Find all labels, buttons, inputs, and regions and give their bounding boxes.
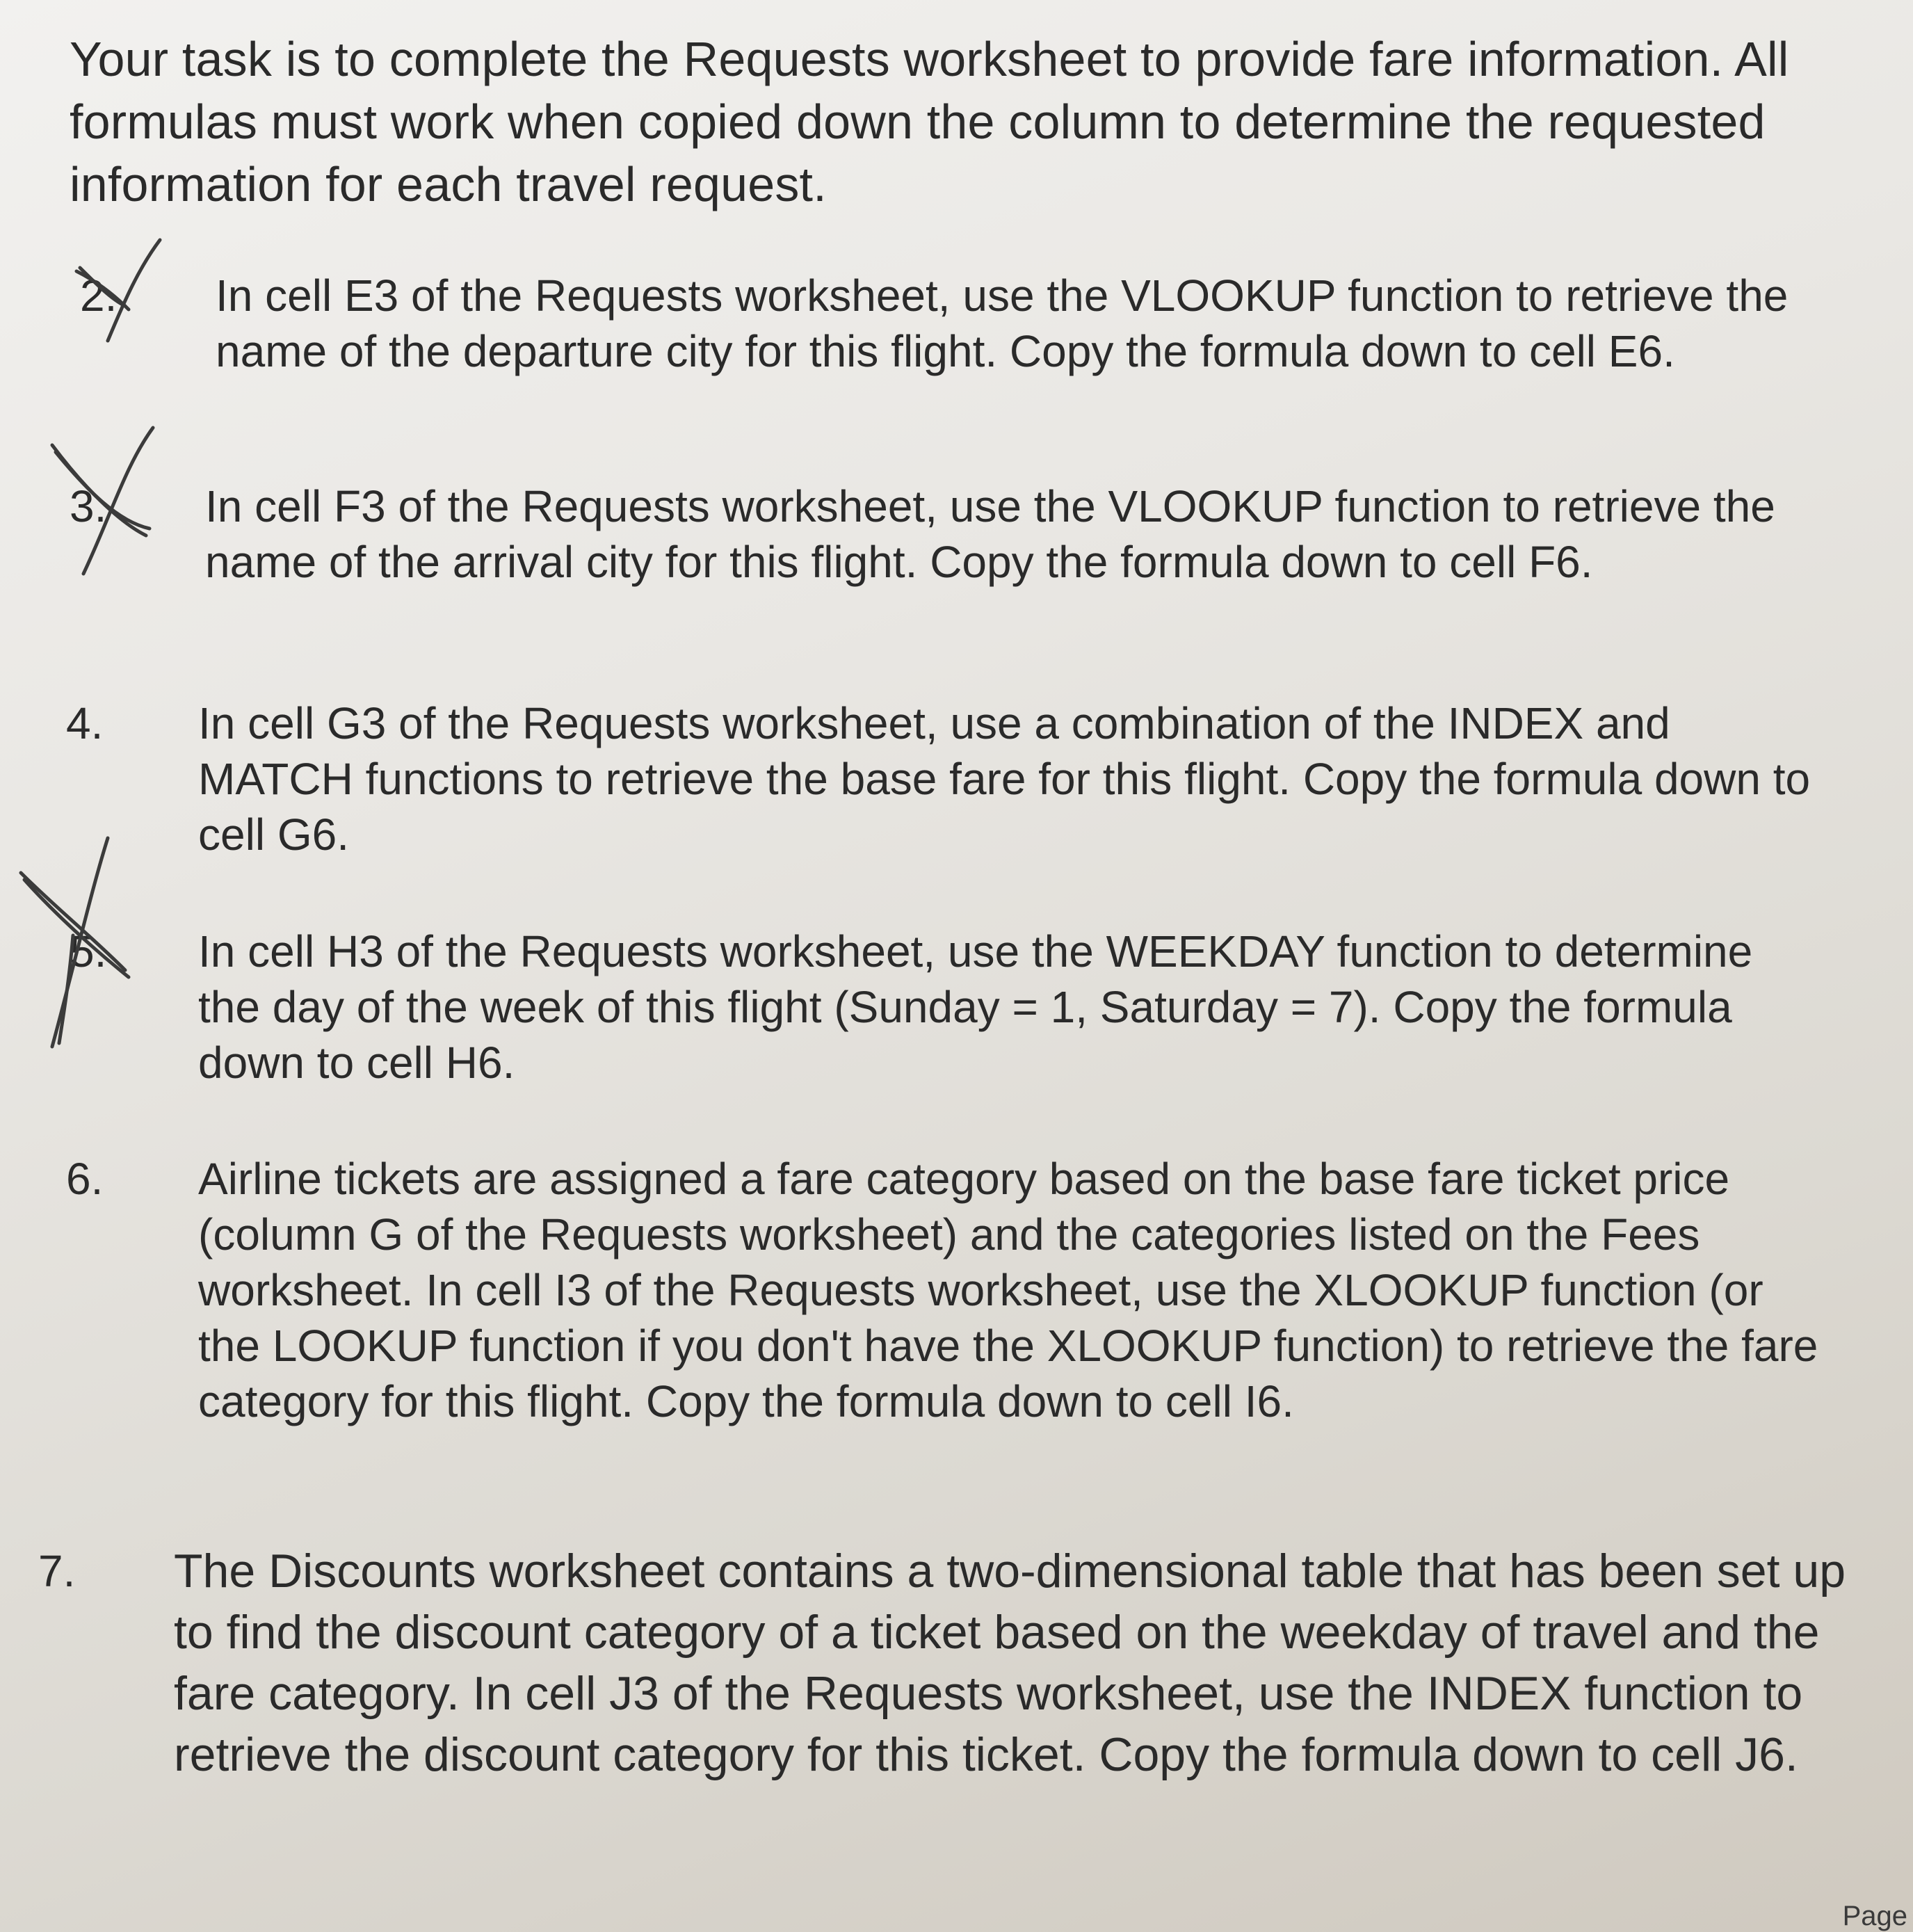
intro-paragraph: Your task is to complete the Requests worksheet to provide fare information. All formulas must work when copied down the column to determine the requested information for each travel request. — [70, 32, 1789, 211]
task-number-5: 5. — [70, 926, 107, 976]
page-corner-label: Page — [1842, 1901, 1907, 1931]
task-item-6 — [66, 1151, 1818, 1429]
task-number-6: 6. — [66, 1154, 104, 1204]
task-item-7 — [38, 1540, 1878, 1785]
task-number-7: 7. — [38, 1546, 76, 1596]
task-item-2 — [80, 268, 1801, 379]
task-number-2: 2. — [80, 271, 118, 321]
task-number-3: 3. — [70, 481, 107, 531]
task-item-5 — [70, 924, 1784, 1090]
task-text-7: The Discounts worksheet contains a two-dimensional table that has been set up to find the discount category of a ticket based on the weekday of travel and the fare category. In cell J3 of the Requests worksheet, use the INDEX function to retrieve the discount category for this ticket. Copy the formula down to cell J6. — [174, 1545, 1846, 1781]
task-text-6: Airline tickets are assigned a fare category based on the base fare ticket price (column G of the Requests worksheet) and the categories listed on the Fees worksheet. In cell I3 of the Requests worksheet, use the XLOOKUP function (or the LOOKUP function if you don't have the XLOOKUP function) to retrieve the fare category for this flight. Copy the formula down to cell I6. — [198, 1154, 1818, 1426]
task-number-4: 4. — [66, 698, 104, 748]
task-item-4 — [66, 695, 1825, 862]
task-text-5: In cell H3 of the Requests worksheet, use the WEEKDAY function to determine the day of the week of this flight (Sunday = 1, Saturday = 7). Copy the formula down to cell H6. — [198, 926, 1753, 1088]
task-text-4: In cell G3 of the Requests worksheet, use a combination of the INDEX and MATCH functions to retrieve the base fare for this flight. Copy the formula down to cell G6. — [198, 698, 1811, 860]
task-item-3 — [70, 478, 1832, 590]
task-text-2: In cell E3 of the Requests worksheet, use the VLOOKUP function to retrieve the name of the departure city for this flight. Copy the formula down to cell E6. — [216, 271, 1789, 376]
task-text-3: In cell F3 of the Requests worksheet, use the VLOOKUP function to retrieve the name of the arrival city for this flight. Copy the formula down to cell F6. — [205, 481, 1775, 587]
